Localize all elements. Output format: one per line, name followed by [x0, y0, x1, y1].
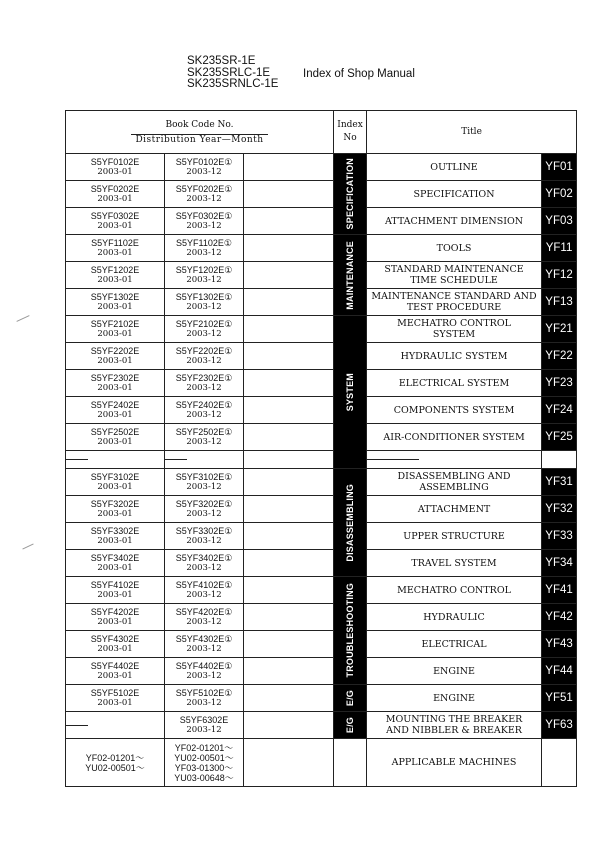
manual-title: [367, 154, 542, 181]
book-code-cell: [165, 181, 244, 208]
table-row: [66, 550, 577, 577]
section-label-cell: [334, 712, 367, 739]
distribution-date: 2003-12: [186, 383, 222, 393]
book-code: S5YF3302E: [90, 526, 140, 536]
title-line: COMPONENTS SYSTEM: [393, 404, 515, 416]
table-row: [66, 577, 577, 604]
section-label-cell: [334, 577, 367, 685]
distribution-date: 2003-12: [186, 194, 222, 204]
notes-cell: [244, 469, 334, 496]
book-code-cell: [66, 235, 165, 262]
book-code: S5YF3102E: [90, 472, 140, 482]
manual-title: [367, 577, 542, 604]
index-code: YF42: [542, 604, 577, 631]
dash-mark: [66, 459, 88, 460]
section-label-cell: [334, 469, 367, 577]
notes-cell: [244, 181, 334, 208]
book-code-cell: [165, 397, 244, 424]
book-code: S5YF0102E①: [175, 157, 233, 167]
book-code-cell: [165, 289, 244, 316]
title-line: AIR-CONDITIONER SYSTEM: [383, 431, 525, 443]
table-row: [66, 658, 577, 685]
table-row: [66, 181, 577, 208]
model-name: SK235SRNLC-1E: [187, 78, 279, 90]
table-row: [66, 154, 577, 181]
book-code-cell: [66, 397, 165, 424]
book-code-cell: [165, 343, 244, 370]
book-code: S5YF4402E①: [175, 661, 233, 671]
book-code: S5YF4202E: [90, 607, 140, 617]
book-code: S5YF0302E①: [175, 211, 233, 221]
manual-title: [367, 496, 542, 523]
manual-title: [367, 550, 542, 577]
serial-range: YU02-00501～: [85, 762, 145, 773]
index-code: YF33: [542, 523, 577, 550]
book-code: S5YF2202E①: [175, 346, 233, 356]
distribution-date: 2003-12: [186, 482, 222, 492]
section-label: DISASSEMBLING: [345, 483, 356, 562]
empty-code-cell: [542, 451, 577, 469]
title-line: AND NIBBLER & BREAKER: [386, 725, 522, 736]
manual-title: [367, 424, 542, 451]
notes-cell: [244, 496, 334, 523]
title-line: MECHATRO CONTROL: [397, 318, 511, 329]
distribution-date: 2003-01: [97, 302, 133, 312]
dash-mark: [367, 459, 419, 460]
distribution-date: 2003-12: [186, 437, 222, 447]
manual-title: [367, 262, 542, 289]
table-row: [66, 469, 577, 496]
index-code: YF63: [542, 712, 577, 739]
distribution-date: 2003-01: [97, 248, 133, 258]
index-code: YF24: [542, 397, 577, 424]
table-row: [66, 523, 577, 550]
notes-cell: [244, 316, 334, 343]
title-line: SYSTEM: [432, 329, 476, 340]
section-label-cell: [334, 685, 367, 712]
book-code-cell: [66, 370, 165, 397]
distribution-date: 2003-12: [186, 509, 222, 519]
section-label-cell: [334, 235, 367, 316]
serial-range: YU03-00648～: [174, 772, 234, 783]
book-code: S5YF3302E①: [175, 526, 233, 536]
book-code-cell: [66, 316, 165, 343]
title-line: MOUNTING THE BREAKER: [385, 714, 523, 725]
title-line: ASSEMBLING: [419, 482, 489, 493]
index-code: YF12: [542, 262, 577, 289]
shop-manual-index-table: [65, 110, 577, 787]
book-code: S5YF1302E: [90, 292, 140, 302]
book-code-cell: [165, 496, 244, 523]
book-code-cell: [165, 631, 244, 658]
model-name: SK235SR-1E: [187, 55, 256, 67]
index-no-header: [334, 111, 367, 154]
index-label: Index: [337, 120, 363, 130]
distribution-date: 2003-12: [186, 248, 222, 258]
distribution-date: 2003-01: [97, 221, 133, 231]
table-row-blank: [66, 451, 577, 469]
model-name: SK235SRLC-1E: [187, 66, 271, 79]
book-code: S5YF3202E: [90, 499, 140, 509]
table-row: [66, 343, 577, 370]
dash-cell: [66, 712, 165, 739]
book-code: S5YF3202E①: [175, 499, 233, 509]
dash-cell: [66, 451, 165, 469]
applicable-serials-initial: [66, 739, 165, 787]
book-code: S5YF5102E: [90, 688, 140, 698]
book-code: S5YF2302E: [90, 373, 140, 383]
book-code: S5YF4102E: [90, 580, 140, 590]
book-code: S5YF3402E: [90, 553, 140, 563]
table-row: [66, 235, 577, 262]
distribution-date: 2003-01: [97, 383, 133, 393]
notes-cell: [244, 658, 334, 685]
book-code-cell: [66, 604, 165, 631]
title-line: TIME SCHEDULE: [410, 275, 498, 286]
distribution-date: 2003-12: [186, 671, 222, 681]
scan-mark: [22, 544, 33, 550]
title-line: ENGINE: [433, 665, 475, 677]
manual-title: [367, 685, 542, 712]
scan-mark: [16, 315, 29, 322]
book-code: S5YF1202E: [90, 265, 140, 275]
book-code-cell: [165, 154, 244, 181]
book-code-cell: [165, 550, 244, 577]
book-code-cell: [66, 523, 165, 550]
book-code: S5YF0102E: [90, 157, 140, 167]
book-code-cell: [165, 577, 244, 604]
distribution-date: 2003-01: [97, 410, 133, 420]
model-list: [187, 56, 278, 91]
title-line: TRAVEL SYSTEM: [411, 557, 497, 569]
book-code-cell: [165, 316, 244, 343]
book-code-cell: [165, 262, 244, 289]
title-line: TOOLS: [436, 242, 472, 254]
distribution-date: 2003-01: [97, 167, 133, 177]
title-line: ATTACHMENT: [417, 503, 491, 515]
title-line: UPPER STRUCTURE: [403, 530, 505, 542]
book-code-cell: [165, 235, 244, 262]
dash-mark: [165, 459, 187, 460]
index-code: YF44: [542, 658, 577, 685]
distribution-date: 2003-01: [97, 356, 133, 366]
section-label: E/G: [345, 689, 356, 707]
distribution-date: 2003-01: [97, 536, 133, 546]
book-code: S5YF2402E: [90, 400, 140, 410]
book-code-header: [66, 111, 334, 154]
title-header: Title: [367, 111, 577, 154]
title-line: MECHATRO CONTROL: [397, 584, 511, 596]
dash-cell: [165, 451, 244, 469]
book-code: S5YF2202E: [90, 346, 140, 356]
manual-title: [367, 289, 542, 316]
notes-cell: [244, 154, 334, 181]
manual-title: [367, 712, 542, 739]
table-row: [66, 685, 577, 712]
title-line: ENGINE: [433, 692, 475, 704]
distribution-date: 2003-12: [186, 698, 222, 708]
table-row: [66, 604, 577, 631]
book-code-cell: [66, 343, 165, 370]
book-code-cell: [165, 685, 244, 712]
code-empty-cell: [542, 739, 577, 787]
distribution-date: 2003-01: [97, 698, 133, 708]
title-line: DISASSEMBLING AND: [397, 471, 511, 482]
index-code: YF25: [542, 424, 577, 451]
table-row: [66, 397, 577, 424]
table-row: [66, 424, 577, 451]
distribution-date: 2003-01: [97, 437, 133, 447]
book-code: S5YF1302E①: [175, 292, 233, 302]
book-code-cell: [66, 181, 165, 208]
book-code: S5YF4402E: [90, 661, 140, 671]
distribution-date: 2003-01: [97, 590, 133, 600]
title-line: HYDRAULIC SYSTEM: [400, 350, 508, 362]
notes-cell: [244, 685, 334, 712]
manual-title: [367, 658, 542, 685]
book-code: S5YF4302E①: [175, 634, 233, 644]
notes-cell: [244, 577, 334, 604]
book-code-cell: [165, 658, 244, 685]
distribution-date: 2003-01: [97, 482, 133, 492]
distribution-date: 2003-12: [186, 563, 222, 573]
distribution-date: 2003-12: [186, 410, 222, 420]
book-code: S5YF2302E①: [175, 373, 233, 383]
book-code: S5YF0302E: [90, 211, 140, 221]
title-line: STANDARD MAINTENANCE: [384, 264, 524, 275]
index-code: YF22: [542, 343, 577, 370]
distribution-date: 2003-12: [186, 275, 222, 285]
book-code: S5YF3402E①: [175, 553, 233, 563]
book-code-cell: [165, 469, 244, 496]
distribution-date: 2003-12: [186, 644, 222, 654]
manual-title: [367, 235, 542, 262]
manual-title: [367, 208, 542, 235]
manual-title: [367, 316, 542, 343]
notes-cell: [244, 289, 334, 316]
index-code: YF34: [542, 550, 577, 577]
title-line: SPECIFICATION: [413, 188, 495, 200]
notes-cell: [244, 235, 334, 262]
notes-cell: [244, 208, 334, 235]
section-label: TROUBLESHOOTING: [345, 583, 356, 678]
book-code-cell: [66, 262, 165, 289]
manual-title: [367, 397, 542, 424]
distribution-date: 2003-01: [97, 563, 133, 573]
notes-cell: [244, 712, 334, 739]
serial-range: YF02-01201～: [85, 752, 145, 763]
section-label-cell: [334, 316, 367, 469]
book-code: S5YF1102E①: [176, 238, 232, 248]
distribution-date: 2003-12: [186, 617, 222, 627]
distribution-date: 2003-01: [97, 509, 133, 519]
index-code: YF02: [542, 181, 577, 208]
title-line: TEST PROCEDURE: [406, 302, 502, 313]
index-code: YF23: [542, 370, 577, 397]
book-code: S5YF0202E①: [175, 184, 233, 194]
distribution-date: 2003-12: [186, 302, 222, 312]
book-code-cell: [165, 523, 244, 550]
table-row: [66, 496, 577, 523]
book-code-cell: [66, 424, 165, 451]
title-line: OUTLINE: [430, 161, 478, 173]
index-code: YF31: [542, 469, 577, 496]
section-label: E/G: [345, 716, 356, 734]
distribution-date: 2003-12: [186, 536, 222, 546]
notes-cell: [244, 631, 334, 658]
notes-cell: [244, 424, 334, 451]
distribution-date: 2003-01: [97, 617, 133, 627]
notes-cell: [244, 397, 334, 424]
book-code-cell: [66, 577, 165, 604]
book-code: S5YF3102E①: [175, 472, 233, 482]
notes-cell: [244, 370, 334, 397]
table-row: [66, 712, 577, 739]
notes-cell: [244, 262, 334, 289]
index-code: YF41: [542, 577, 577, 604]
serial-range: YF03-01300～: [174, 762, 234, 773]
book-code: S5YF4102E①: [175, 580, 233, 590]
section-label-cell: [334, 154, 367, 235]
book-code-label: Book Code No.: [165, 119, 234, 130]
index-code: YF01: [542, 154, 577, 181]
manual-title: [367, 523, 542, 550]
index-code: YF43: [542, 631, 577, 658]
table-row: [66, 289, 577, 316]
book-code-cell: [165, 712, 244, 739]
distribution-date: 2003-12: [186, 221, 222, 231]
dash-cell: [367, 451, 542, 469]
manual-title: [367, 631, 542, 658]
book-code: S5YF0202E: [90, 184, 140, 194]
distribution-date: 2003-12: [186, 329, 222, 339]
notes-cell: [244, 739, 334, 787]
distribution-date: 2003-12: [186, 167, 222, 177]
section-label: SPECIFICATION: [345, 158, 356, 230]
title-line: ELECTRICAL SYSTEM: [398, 377, 510, 389]
table-row: [66, 370, 577, 397]
index-code: YF13: [542, 289, 577, 316]
book-code-cell: [66, 685, 165, 712]
notes-cell: [244, 550, 334, 577]
distribution-date: 2003-01: [97, 644, 133, 654]
table-row: [66, 262, 577, 289]
book-code: S5YF2502E①: [175, 427, 233, 437]
book-code-cell: [66, 550, 165, 577]
index-code: YF51: [542, 685, 577, 712]
applicable-machines-title: APPLICABLE MACHINES: [367, 739, 542, 787]
book-code-cell: [165, 604, 244, 631]
distribution-date: 2003-12: [186, 356, 222, 366]
distribution-date: 2003-12: [186, 590, 222, 600]
book-code: S5YF2502E: [90, 427, 140, 437]
book-code-cell: [66, 208, 165, 235]
applicable-machines-row: [66, 739, 577, 787]
book-code-cell: [165, 208, 244, 235]
notes-cell: [244, 523, 334, 550]
book-code-cell: [66, 631, 165, 658]
book-code: S5YF4302E: [90, 634, 140, 644]
manual-title: [367, 181, 542, 208]
title-line: ATTACHMENT DIMENSION: [384, 215, 524, 227]
book-code: S5YF1202E①: [175, 265, 233, 275]
book-code: S5YF2102E: [90, 319, 140, 329]
title-line: HYDRAULIC: [423, 611, 485, 623]
page-title: Index of Shop Manual: [303, 68, 415, 80]
section-label: SYSTEM: [345, 372, 356, 412]
book-code-cell: [66, 658, 165, 685]
book-code: S5YF1102E: [91, 238, 139, 248]
book-code: S5YF4202E①: [175, 607, 233, 617]
book-code-cell: [66, 154, 165, 181]
distribution-date: 2003-01: [97, 275, 133, 285]
distribution-date: 2003-01: [97, 329, 133, 339]
distribution-date: 2003-01: [97, 194, 133, 204]
notes-cell: [244, 604, 334, 631]
manual-title: [367, 370, 542, 397]
book-code-cell: [66, 469, 165, 496]
distribution-date: 2003-12: [186, 725, 222, 735]
title-line: ELECTRICAL: [421, 638, 487, 650]
manual-title: [367, 343, 542, 370]
book-code: S5YF5102E①: [175, 688, 233, 698]
book-code: S5YF2402E①: [175, 400, 233, 410]
no-label: No: [343, 133, 357, 143]
serial-range: YF02-01201～: [174, 742, 234, 753]
distribution-label: Distribution Year—Month: [131, 134, 267, 145]
table-row: [66, 208, 577, 235]
index-code: YF32: [542, 496, 577, 523]
manual-title: [367, 604, 542, 631]
dash-mark: [66, 725, 88, 726]
table-row: [66, 631, 577, 658]
section-label: MAINTENANCE: [345, 240, 356, 310]
notes-cell: [244, 451, 334, 469]
book-code: S5YF2102E①: [175, 319, 233, 329]
book-code-cell: [66, 289, 165, 316]
book-code: S5YF6302E: [179, 715, 229, 725]
index-empty-cell: [334, 739, 367, 787]
manual-title: [367, 469, 542, 496]
book-code-cell: [165, 424, 244, 451]
book-code-cell: [66, 496, 165, 523]
serial-range: YU02-00501～: [174, 752, 234, 763]
title-line: MAINTENANCE STANDARD AND: [371, 291, 537, 302]
index-code: YF03: [542, 208, 577, 235]
index-code: YF21: [542, 316, 577, 343]
table-header-row: [66, 111, 577, 154]
applicable-serials-revised: [165, 739, 244, 787]
notes-cell: [244, 343, 334, 370]
table-row: [66, 316, 577, 343]
index-code: YF11: [542, 235, 577, 262]
book-code-cell: [165, 370, 244, 397]
distribution-date: 2003-01: [97, 671, 133, 681]
